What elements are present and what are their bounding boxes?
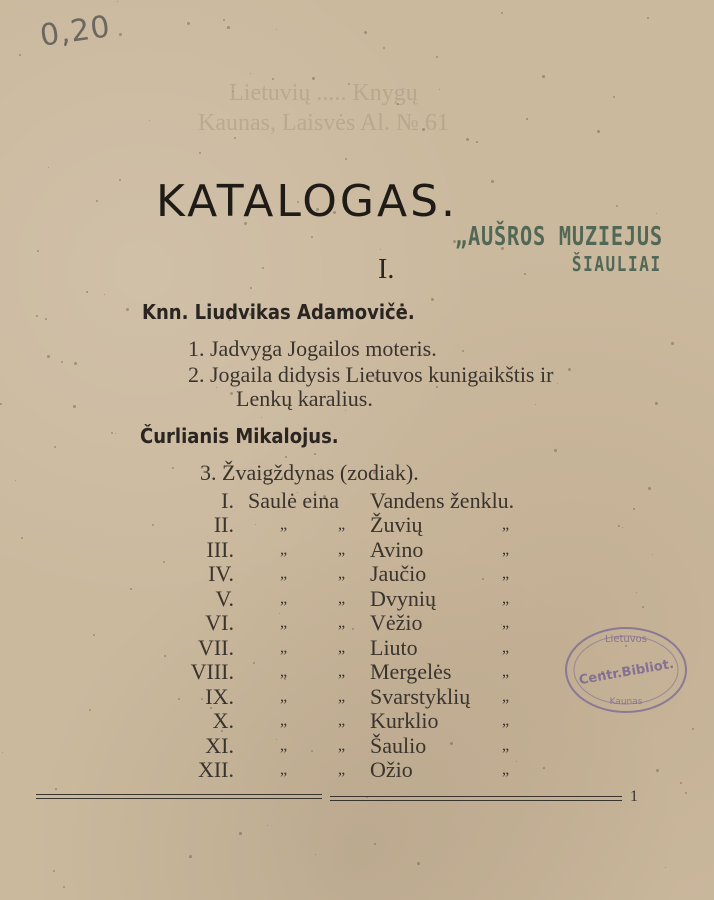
paper-speck	[431, 298, 434, 301]
ditto-mark: „	[338, 737, 346, 754]
ditto-mark: „	[280, 688, 288, 705]
paper-speck	[394, 507, 396, 509]
paper-speck	[323, 495, 326, 498]
paper-speck	[462, 350, 464, 352]
paper-speck	[524, 273, 526, 275]
ditto-mark: „	[502, 590, 510, 607]
ditto-mark: „	[280, 565, 288, 582]
ditto-mark: „	[502, 737, 510, 754]
ditto-mark: „	[502, 663, 510, 680]
zodiac-roman: VII.	[197, 635, 234, 660]
paper-speck	[55, 788, 57, 790]
author-curlianis: Čurlianis Mikalojus.	[140, 424, 339, 448]
ditto-mark: „	[338, 590, 346, 607]
paper-speck	[93, 634, 95, 636]
paper-speck	[557, 383, 558, 384]
ditto-mark: „	[502, 541, 510, 558]
paper-speck	[267, 483, 269, 485]
zodiac-sign: Mergelės	[370, 659, 452, 684]
author-adamovice: Knn. Liudvikas Adamovičė.	[142, 300, 415, 324]
ditto-mark: „	[338, 761, 346, 778]
paper-speck	[111, 432, 113, 434]
ditto-mark: „	[502, 516, 510, 533]
paper-speck	[374, 843, 376, 845]
museum-stamp-line-2: ŠIAULIAI	[571, 252, 662, 276]
ditto-mark: „	[338, 516, 346, 533]
ditto-mark: „	[502, 639, 510, 656]
paper-speck	[535, 404, 536, 405]
ditto-mark: „	[280, 737, 288, 754]
paper-speck	[89, 709, 91, 711]
zodiac-sign: Vėžio	[370, 610, 423, 635]
library-stamp-oval	[562, 624, 690, 716]
paper-speck	[0, 403, 2, 405]
paper-speck	[64, 43, 66, 45]
library-stamp	[562, 624, 690, 716]
ditto-mark: „	[338, 565, 346, 582]
paper-speck	[53, 870, 55, 872]
ditto-mark: „	[280, 541, 288, 558]
paper-speck	[178, 698, 180, 700]
paper-speck	[333, 211, 336, 214]
paper-speck	[501, 12, 503, 14]
work-entry-2-continued: Lenkų karalius.	[236, 386, 373, 411]
zodiac-roman: VIII.	[190, 659, 234, 684]
ditto-mark: „	[338, 688, 346, 705]
paper-speck	[164, 655, 166, 657]
paper-speck	[642, 606, 644, 608]
ditto-mark: „	[280, 712, 288, 729]
paper-speck	[312, 77, 315, 80]
paper-speck	[234, 137, 236, 139]
paper-speck	[501, 247, 504, 250]
paper-speck	[436, 56, 438, 58]
paper-speck	[439, 89, 440, 90]
paper-speck	[373, 471, 376, 474]
paper-speck	[285, 456, 287, 458]
double-rule-left	[36, 794, 322, 799]
work-entry-3: 3. Žvaigždynas (zodiak).	[200, 460, 419, 485]
paper-speck	[652, 554, 653, 555]
zodiac-roman: IX.	[205, 684, 234, 709]
paper-speck	[453, 496, 456, 499]
zodiac-intro-verb: Saulė eina	[248, 488, 340, 513]
paper-speck	[680, 782, 682, 784]
zodiac-roman-1: I.	[221, 488, 234, 513]
museum-stamp-line-1: „AUŠROS MUZIEJUS	[455, 222, 663, 252]
ditto-mark: „	[280, 663, 288, 680]
paper-speck	[424, 353, 427, 356]
paper-speck	[380, 249, 381, 250]
paper-speck	[436, 386, 438, 388]
paper-speck	[63, 886, 65, 888]
paper-speck	[625, 645, 627, 647]
ditto-mark: „	[338, 639, 346, 656]
ditto-mark: „	[502, 614, 510, 631]
pencil-price-mark: 0,20	[37, 9, 113, 54]
paper-speck	[47, 355, 50, 358]
museum-stamp	[455, 222, 714, 276]
paper-speck	[267, 825, 268, 826]
paper-speck	[665, 867, 666, 868]
paper-speck	[276, 739, 277, 740]
zodiac-sign: Žuvių	[370, 512, 423, 537]
ditto-mark: „	[502, 565, 510, 582]
section-heading: I.	[378, 254, 395, 285]
paper-speck	[311, 750, 313, 752]
paper-speck	[516, 761, 517, 762]
ditto-mark: „	[502, 688, 510, 705]
paper-speck	[261, 417, 262, 418]
zodiac-sign: Jaučio	[370, 561, 427, 586]
paper-speck	[526, 118, 528, 120]
zodiac-roman: XII.	[197, 757, 234, 782]
paper-speck	[244, 222, 247, 225]
paper-speck	[37, 250, 39, 252]
library-stamp-center-text: Centr.Bibliot.	[577, 656, 676, 689]
paper-speck	[253, 662, 255, 664]
paper-speck	[466, 138, 469, 141]
zodiac-sign: Ožio	[370, 757, 413, 782]
library-stamp-bottom-text: Kaunas	[609, 697, 643, 707]
paper-speck	[54, 446, 56, 448]
paper-speck	[15, 480, 16, 481]
ditto-mark: „	[338, 541, 346, 558]
paper-speck	[21, 537, 23, 539]
ditto-mark: „	[280, 614, 288, 631]
paper-speck	[149, 120, 150, 121]
paper-speck	[383, 47, 385, 49]
paper-speck	[482, 578, 484, 580]
paper-speck	[201, 698, 203, 700]
page-number: 1	[630, 788, 638, 805]
paper-speck	[223, 19, 225, 21]
paper-speck	[671, 342, 674, 345]
paper-speck	[199, 152, 201, 154]
paper-speck	[239, 832, 242, 835]
paper-speck	[19, 54, 21, 56]
paper-speck	[86, 291, 88, 293]
ditto-mark: „	[502, 761, 510, 778]
faded-stamp-line-2: Kaunas, Laisvės Al. № 61	[198, 110, 449, 136]
work-entry-2: 2. Jogaila didysis Lietuvos kunigaikštis ir	[188, 362, 554, 387]
zodiac-sign: Liuto	[370, 635, 418, 660]
paper-speck	[622, 527, 623, 528]
ditto-mark: „	[502, 712, 510, 729]
paper-speck	[453, 240, 456, 243]
paper-speck	[648, 487, 651, 490]
paper-speck	[117, 1, 118, 2]
paper-speck	[618, 525, 620, 527]
page-title: KATALOGAS.	[156, 176, 459, 227]
paper-speck	[152, 524, 154, 526]
paper-speck	[250, 287, 252, 289]
paper-speck	[656, 213, 657, 214]
zodiac-sign: Svarstyklių	[370, 684, 471, 709]
paper-speck	[656, 769, 659, 772]
paper-speck	[96, 200, 98, 202]
ditto-mark: „	[338, 663, 346, 680]
paper-speck	[48, 167, 49, 168]
paper-speck	[345, 158, 347, 160]
paper-speck	[636, 592, 637, 593]
faded-stamp-line-1: Lietuvių ..... Knygų	[229, 80, 418, 106]
paper-speck	[633, 508, 635, 510]
paper-speck	[314, 453, 316, 455]
zodiac-sign: Kurklio	[370, 708, 439, 733]
paper-speck	[647, 17, 649, 19]
paper-speck	[130, 588, 132, 590]
zodiac-roman: III.	[206, 537, 234, 562]
paper-speck	[613, 96, 615, 98]
paper-speck	[189, 855, 192, 858]
zodiac-roman: X.	[212, 708, 234, 733]
paper-speck	[543, 767, 545, 769]
paper-speck	[366, 796, 368, 798]
paper-speck	[315, 854, 316, 855]
ditto-mark: „	[338, 614, 346, 631]
zodiac-sign: Šaulio	[370, 733, 427, 758]
zodiac-intro-sign: Vandens ženklu.	[370, 488, 515, 513]
paper-speck	[36, 315, 38, 317]
paper-speck	[616, 205, 618, 207]
paper-speck	[491, 180, 494, 183]
ditto-mark: „	[280, 590, 288, 607]
zodiac-roman: II.	[213, 512, 234, 537]
zodiac-roman: XI.	[205, 733, 234, 758]
paper-speck	[568, 368, 571, 371]
paper-speck	[450, 742, 453, 745]
paper-speck	[352, 628, 354, 630]
zodiac-roman: IV.	[208, 561, 234, 586]
paper-speck	[345, 410, 346, 411]
zodiac-roman: VI.	[205, 610, 234, 635]
paper-speck	[476, 141, 478, 143]
ditto-mark: „	[280, 516, 288, 533]
paper-speck	[104, 294, 105, 295]
paper-speck	[163, 561, 165, 563]
paper-speck	[221, 730, 223, 732]
paper-speck	[364, 31, 367, 34]
ditto-mark: „	[338, 712, 346, 729]
paper-speck	[119, 179, 121, 181]
ditto-mark: „	[280, 639, 288, 656]
paper-speck	[250, 73, 251, 74]
paper-speck	[417, 862, 420, 865]
paper-speck	[172, 467, 174, 469]
paper-speck	[210, 707, 212, 709]
paper-speck	[276, 29, 277, 30]
paper-speck	[374, 377, 377, 380]
faded-bookseller-stamp	[198, 78, 449, 138]
double-rule-right	[330, 796, 622, 801]
paper-speck	[230, 392, 233, 395]
paper-speck	[692, 728, 694, 730]
paper-speck	[655, 402, 658, 405]
paper-speck	[685, 792, 687, 794]
paper-speck	[126, 308, 129, 311]
paper-speck	[115, 433, 116, 434]
zodiac-sign: Avino	[370, 537, 424, 562]
work-entry-1: 1. Jadvyga Jogailos moteris.	[188, 336, 437, 361]
paper-speck	[187, 22, 190, 25]
library-stamp-top-text: Lietuvos	[604, 634, 648, 645]
paper-speck	[255, 524, 256, 525]
paper-speck	[227, 26, 230, 29]
paper-speck	[262, 267, 264, 269]
paper-speck	[542, 75, 545, 78]
paper-speck	[73, 405, 76, 408]
paper-speck	[61, 361, 63, 363]
paper-speck	[311, 236, 313, 238]
paper-speck	[45, 318, 47, 320]
zodiac-sign: Dvynių	[370, 586, 436, 611]
paper-speck	[74, 362, 77, 365]
paper-speck	[249, 313, 252, 316]
paper-speck	[2, 752, 3, 753]
paper-speck	[119, 33, 122, 36]
ditto-mark: „	[280, 761, 288, 778]
paper-speck	[554, 449, 557, 452]
zodiac-roman: V.	[215, 586, 234, 611]
paper-speck	[597, 130, 600, 133]
